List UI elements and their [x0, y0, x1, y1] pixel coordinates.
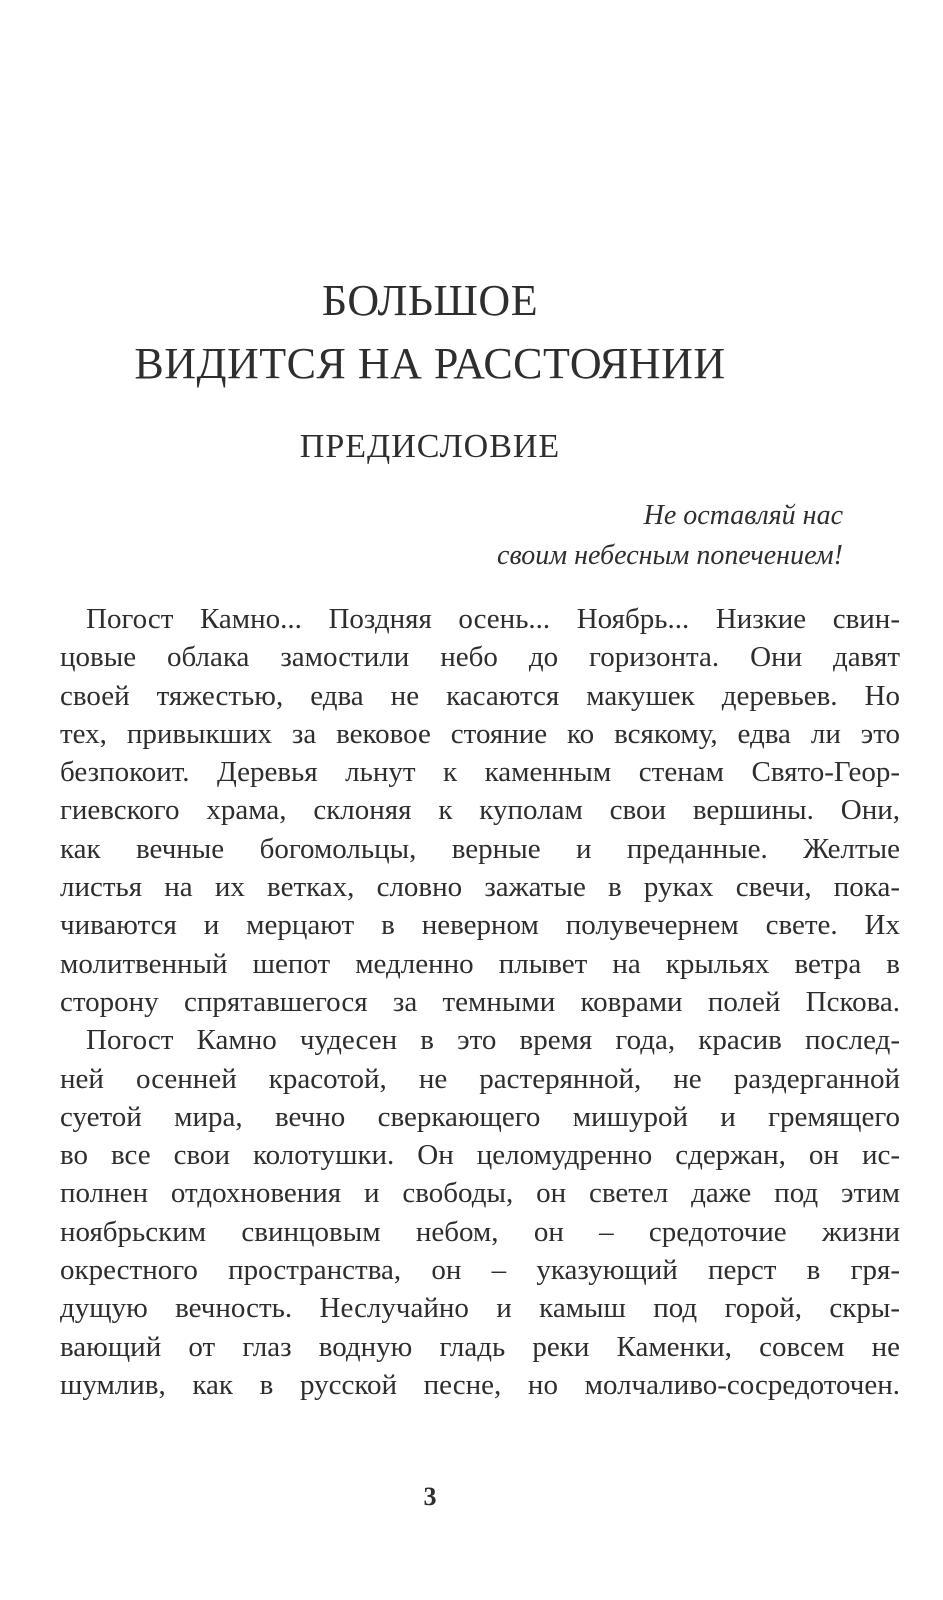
text-line-content: тех, привыкших за вековое стояние ко всякому, едва ли это — [60, 717, 900, 750]
text-line-content: чиваются и мерцают в неверном полувечернем свете. Их — [60, 909, 900, 942]
page-number: 3 — [423, 1482, 437, 1511]
epigraph-line-2: своим небесным попечением! — [497, 540, 843, 571]
text-line-content: суетой мира, вечно сверкающего мишурой и гремящего — [60, 1100, 900, 1133]
text-line — [60, 1289, 900, 1327]
text-line-content: ноябрьским свинцовым небом, он – средоточие жизни — [60, 1215, 900, 1248]
text-line-content: окрестного пространства, он – указующий перст в гря- — [60, 1254, 900, 1287]
text-line — [60, 983, 900, 1021]
text-line — [60, 1060, 900, 1098]
text-line — [60, 830, 900, 868]
text-line-content: как вечные богомольцы, верные и преданные. Желтые — [60, 832, 900, 865]
text-line-content: сторону спрятавшегося за темными коврами полей Пскова. — [60, 985, 900, 1018]
epigraph-line-1: Не оставляй нас — [643, 500, 843, 531]
text-line-content: листья на их ветках, словно зажатые в руках свечи, пока- — [60, 871, 900, 904]
text-line — [60, 791, 900, 829]
body-text — [60, 600, 900, 1404]
text-line — [60, 600, 900, 638]
text-line — [60, 945, 900, 983]
text-line — [60, 1366, 900, 1404]
text-line-content: дущую вечность. Неслучайно и камыш под горой, скры- — [60, 1292, 900, 1325]
chapter-title-line-2: ВИДИТСЯ НА РАССТОЯНИИ — [134, 339, 726, 388]
text-line — [60, 1021, 900, 1059]
text-line-content: цовые облака замостили небо до горизонта. Они давят — [60, 641, 900, 674]
text-line — [60, 1136, 900, 1174]
text-line — [60, 868, 900, 906]
text-line-content: безпокоит. Деревья льнут к каменным стенам Свято-Геор- — [60, 756, 900, 789]
text-line — [60, 1098, 900, 1136]
text-line — [60, 1213, 900, 1251]
text-line-content: гиевского храма, склоняя к куполам свои вершины. Они, — [60, 794, 900, 827]
text-line-content: во все свои колотушки. Он целомудренно сдержан, он ис- — [60, 1139, 900, 1172]
text-line-content: молитвенный шепот медленно плывет на крыльях ветра в — [60, 947, 900, 980]
text-line — [60, 1174, 900, 1212]
text-line-content: Погост Камно... Поздняя осень... Ноябрь... Низкие свин- — [86, 603, 900, 635]
text-line-content: ней осенней красотой, не растерянной, не раздерганной — [60, 1062, 900, 1095]
text-line-content: своей тяжестью, едва не касаются макушек деревьев. Но — [60, 679, 900, 712]
text-line — [60, 1251, 900, 1289]
text-line — [60, 753, 900, 791]
text-line-content: полнен отдохновения и свободы, он светел даже под этим — [60, 1177, 900, 1210]
chapter-title-line-1: БОЛЬШОЕ — [321, 276, 539, 325]
text-line — [60, 715, 900, 753]
text-line-content: вающий от глаз водную гладь реки Каменки, совсем не — [60, 1330, 900, 1363]
text-line — [60, 677, 900, 715]
section-heading: ПРЕДИСЛОВИЕ — [299, 428, 561, 465]
text-line-content: шумлив, как в русской песне, но молчаливо-сосредоточен. — [60, 1368, 900, 1401]
text-line — [60, 1328, 900, 1366]
text-line — [60, 906, 900, 944]
text-line-content: Погост Камно чудесен в это время года, красив послед- — [86, 1024, 900, 1057]
text-line — [60, 638, 900, 676]
